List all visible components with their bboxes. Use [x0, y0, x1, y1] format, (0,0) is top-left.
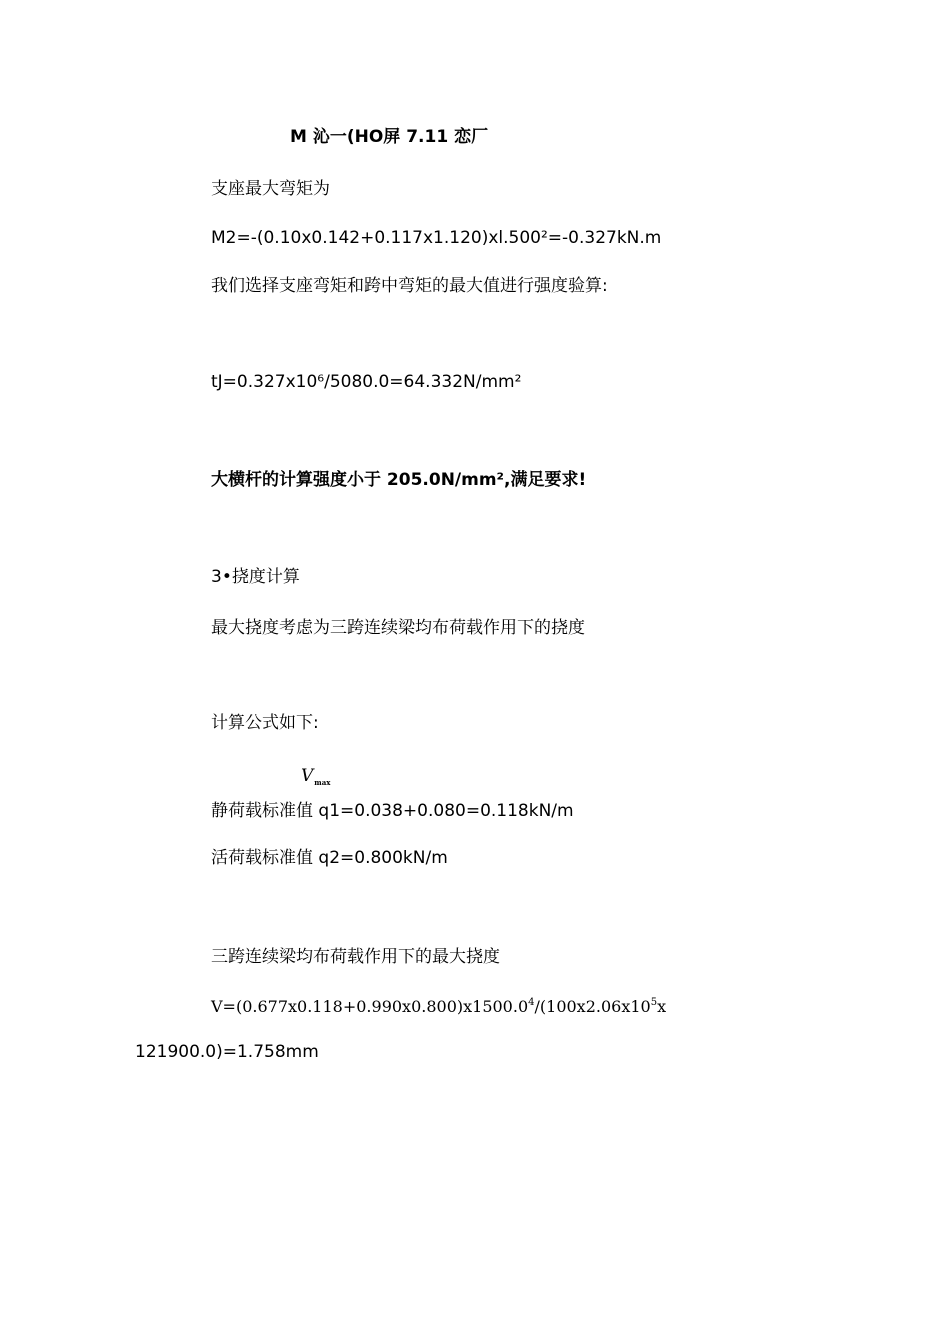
text-line: 我们选择支座弯矩和跨中弯矩的最大值进行强度验算: [211, 276, 608, 296]
formula-line-m2: M2=-(0.10x0.142+0.117x1.120)xl.500²=-0.327kN.m [211, 228, 662, 248]
text-line: 最大挠度考虑为三跨连续梁均布荷载作用下的挠度 [211, 618, 585, 638]
formula-line-stress: tJ=0.327x10⁶/5080.0=64.332N/mm² [211, 372, 522, 392]
deflection-part: x [657, 997, 667, 1016]
exponent: 4 [528, 997, 535, 1008]
text-line: 支座最大弯矩为 [211, 179, 330, 199]
text-line-q2: 活荷载标准值 q2=0.800kN/m [211, 848, 448, 868]
formula-symbol: V [301, 766, 314, 786]
text-line: 计算公式如下: [211, 713, 319, 733]
text-line: 三跨连续梁均布荷载作用下的最大挠度 [211, 947, 500, 967]
formula-line-deflection [211, 996, 666, 1018]
conclusion-line: 大横杆的计算强度小于 205.0N/mm²,满足要求! [211, 470, 587, 490]
section-heading: M 沁一(HO屏 7.11 恋厂 [290, 127, 489, 147]
formula-line-result: 121900.0)=1.758mm [135, 1042, 319, 1062]
deflection-part: V=(0.677x0.118+0.990x0.800)x1500.0 [211, 997, 529, 1016]
subsection-title: 3•挠度计算 [211, 567, 300, 587]
exponent: 5 [650, 997, 658, 1008]
text-line-q1: 静荷载标准值 q1=0.038+0.080=0.118kN/m [211, 801, 574, 821]
deflection-part: /(100x2.06x10 [534, 997, 651, 1016]
formula-subscript: max [314, 778, 331, 787]
formula-image [301, 766, 329, 789]
